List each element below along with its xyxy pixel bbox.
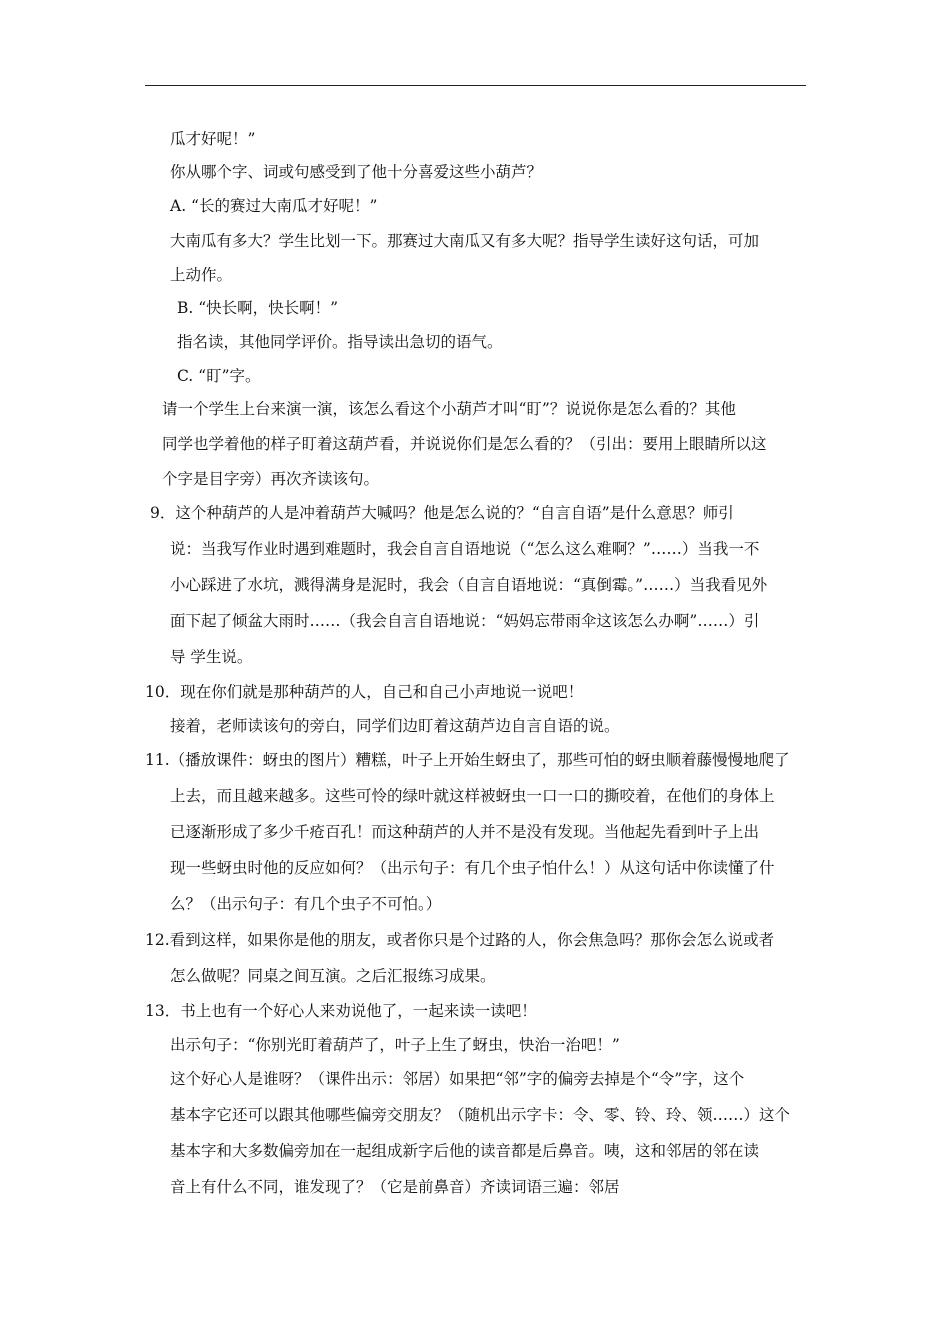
text-line: 上动作。 — [170, 266, 233, 284]
text-line: 你从哪个字、词或句感受到了他十分喜爱这些小葫芦？ — [170, 163, 543, 181]
text-line: 这个好心人是谁呀？（课件出示：邻居）如果把“邻”字的偏旁去掉是个“令”字，这个 — [170, 1070, 745, 1088]
text-line: 说：当我写作业时遇到难题时，我会自言自语地说（“怎么这么难啊？”……）当我一不 — [170, 540, 760, 558]
text-line: 9．这个种葫芦的人是冲着葫芦大喊吗？他是怎么说的？“自言自语”是什么意思？师引 — [150, 504, 734, 522]
text-line: 指名读，其他同学评价。指导读出急切的语气。 — [177, 333, 503, 351]
text-line: 12.看到这样，如果你是他的朋友，或者你只是个过路的人，你会焦急吗？那你会怎么说或者 — [145, 931, 775, 949]
text-line: 面下起了倾盆大雨时……（我会自言自语地说：“妈妈忘带雨伞这该怎么办啊”……）引 — [170, 612, 760, 630]
text-line: 大南瓜有多大？学生比划一下。那赛过大南瓜又有多大呢？指导学生读好这句话，可加 — [170, 232, 760, 250]
text-line: 怎么做呢？同桌之间互演。之后汇报练习成果。 — [170, 967, 496, 985]
text-line: 基本字它还可以跟其他哪些偏旁交朋友？（随机出示字卡：令、零、铃、玲、领……）这个 — [170, 1106, 791, 1124]
text-line: 导 学生说。 — [170, 648, 253, 666]
text-line: 已逐渐形成了多少千疮百孔！而这种葫芦的人并不是没有发现。当他起先看到叶子上出 — [170, 823, 760, 841]
text-line: 小心踩进了水坑，溅得满身是泥时，我会（自言自语地说：“真倒霉。”……）当我看见外 — [170, 576, 768, 594]
header-rule — [145, 85, 806, 86]
text-line: 基本字和大多数偏旁加在一起组成新字后他的读音都是后鼻音。咦，这和邻居的邻在读 — [170, 1142, 760, 1160]
text-line: 出示句子：“你别光盯着葫芦了，叶子上生了蚜虫，快治一治吧！” — [170, 1036, 620, 1054]
text-line: 11.（播放课件：蚜虫的图片）糟糕，叶子上开始生蚜虫了，那些可怕的蚜虫顺着藤慢慢地爬了 — [145, 751, 790, 769]
text-line: 瓜才好呢！” — [170, 130, 256, 148]
text-line: 10．现在你们就是那种葫芦的人，自己和自己小声地说一说吧！ — [145, 683, 584, 701]
text-line: 个字是目字旁）再次齐读该句。 — [162, 470, 380, 488]
text-line: B. “快长啊，快长啊！” — [177, 299, 339, 317]
text-line: 上去，而且越来越多。这些可怜的绿叶就这样被蚜虫一口一口的撕咬着，在他们的身体上 — [170, 787, 775, 805]
text-line: 接着，老师读该句的旁白，同学们边盯着这葫芦边自言自语的说。 — [170, 717, 620, 735]
text-line: C. “盯”字。 — [177, 367, 261, 385]
text-line: 么？（出示句子：有几个虫子不可怕。） — [170, 895, 442, 913]
text-line: 13．书上也有一个好心人来劝说他了，一起来读一读吧！ — [145, 1002, 537, 1020]
text-line: 现一些蚜虫时他的反应如何？（出示句子：有几个虫子怕什么！）从这句话中你读懂了什 — [170, 859, 775, 877]
text-line: A. “长的赛过大南瓜才好呢！” — [170, 197, 378, 215]
text-line: 请一个学生上台来演一演，该怎么看这个小葫芦才叫“盯”？说说你是怎么看的？其他 — [162, 400, 736, 418]
text-line: 音上有什么不同，谁发现了？（它是前鼻音）齐读词语三遍：邻居 — [170, 1178, 620, 1196]
text-line: 同学也学着他的样子盯着这葫芦看，并说说你们是怎么看的？（引出：要用上眼睛所以这 — [162, 435, 767, 453]
